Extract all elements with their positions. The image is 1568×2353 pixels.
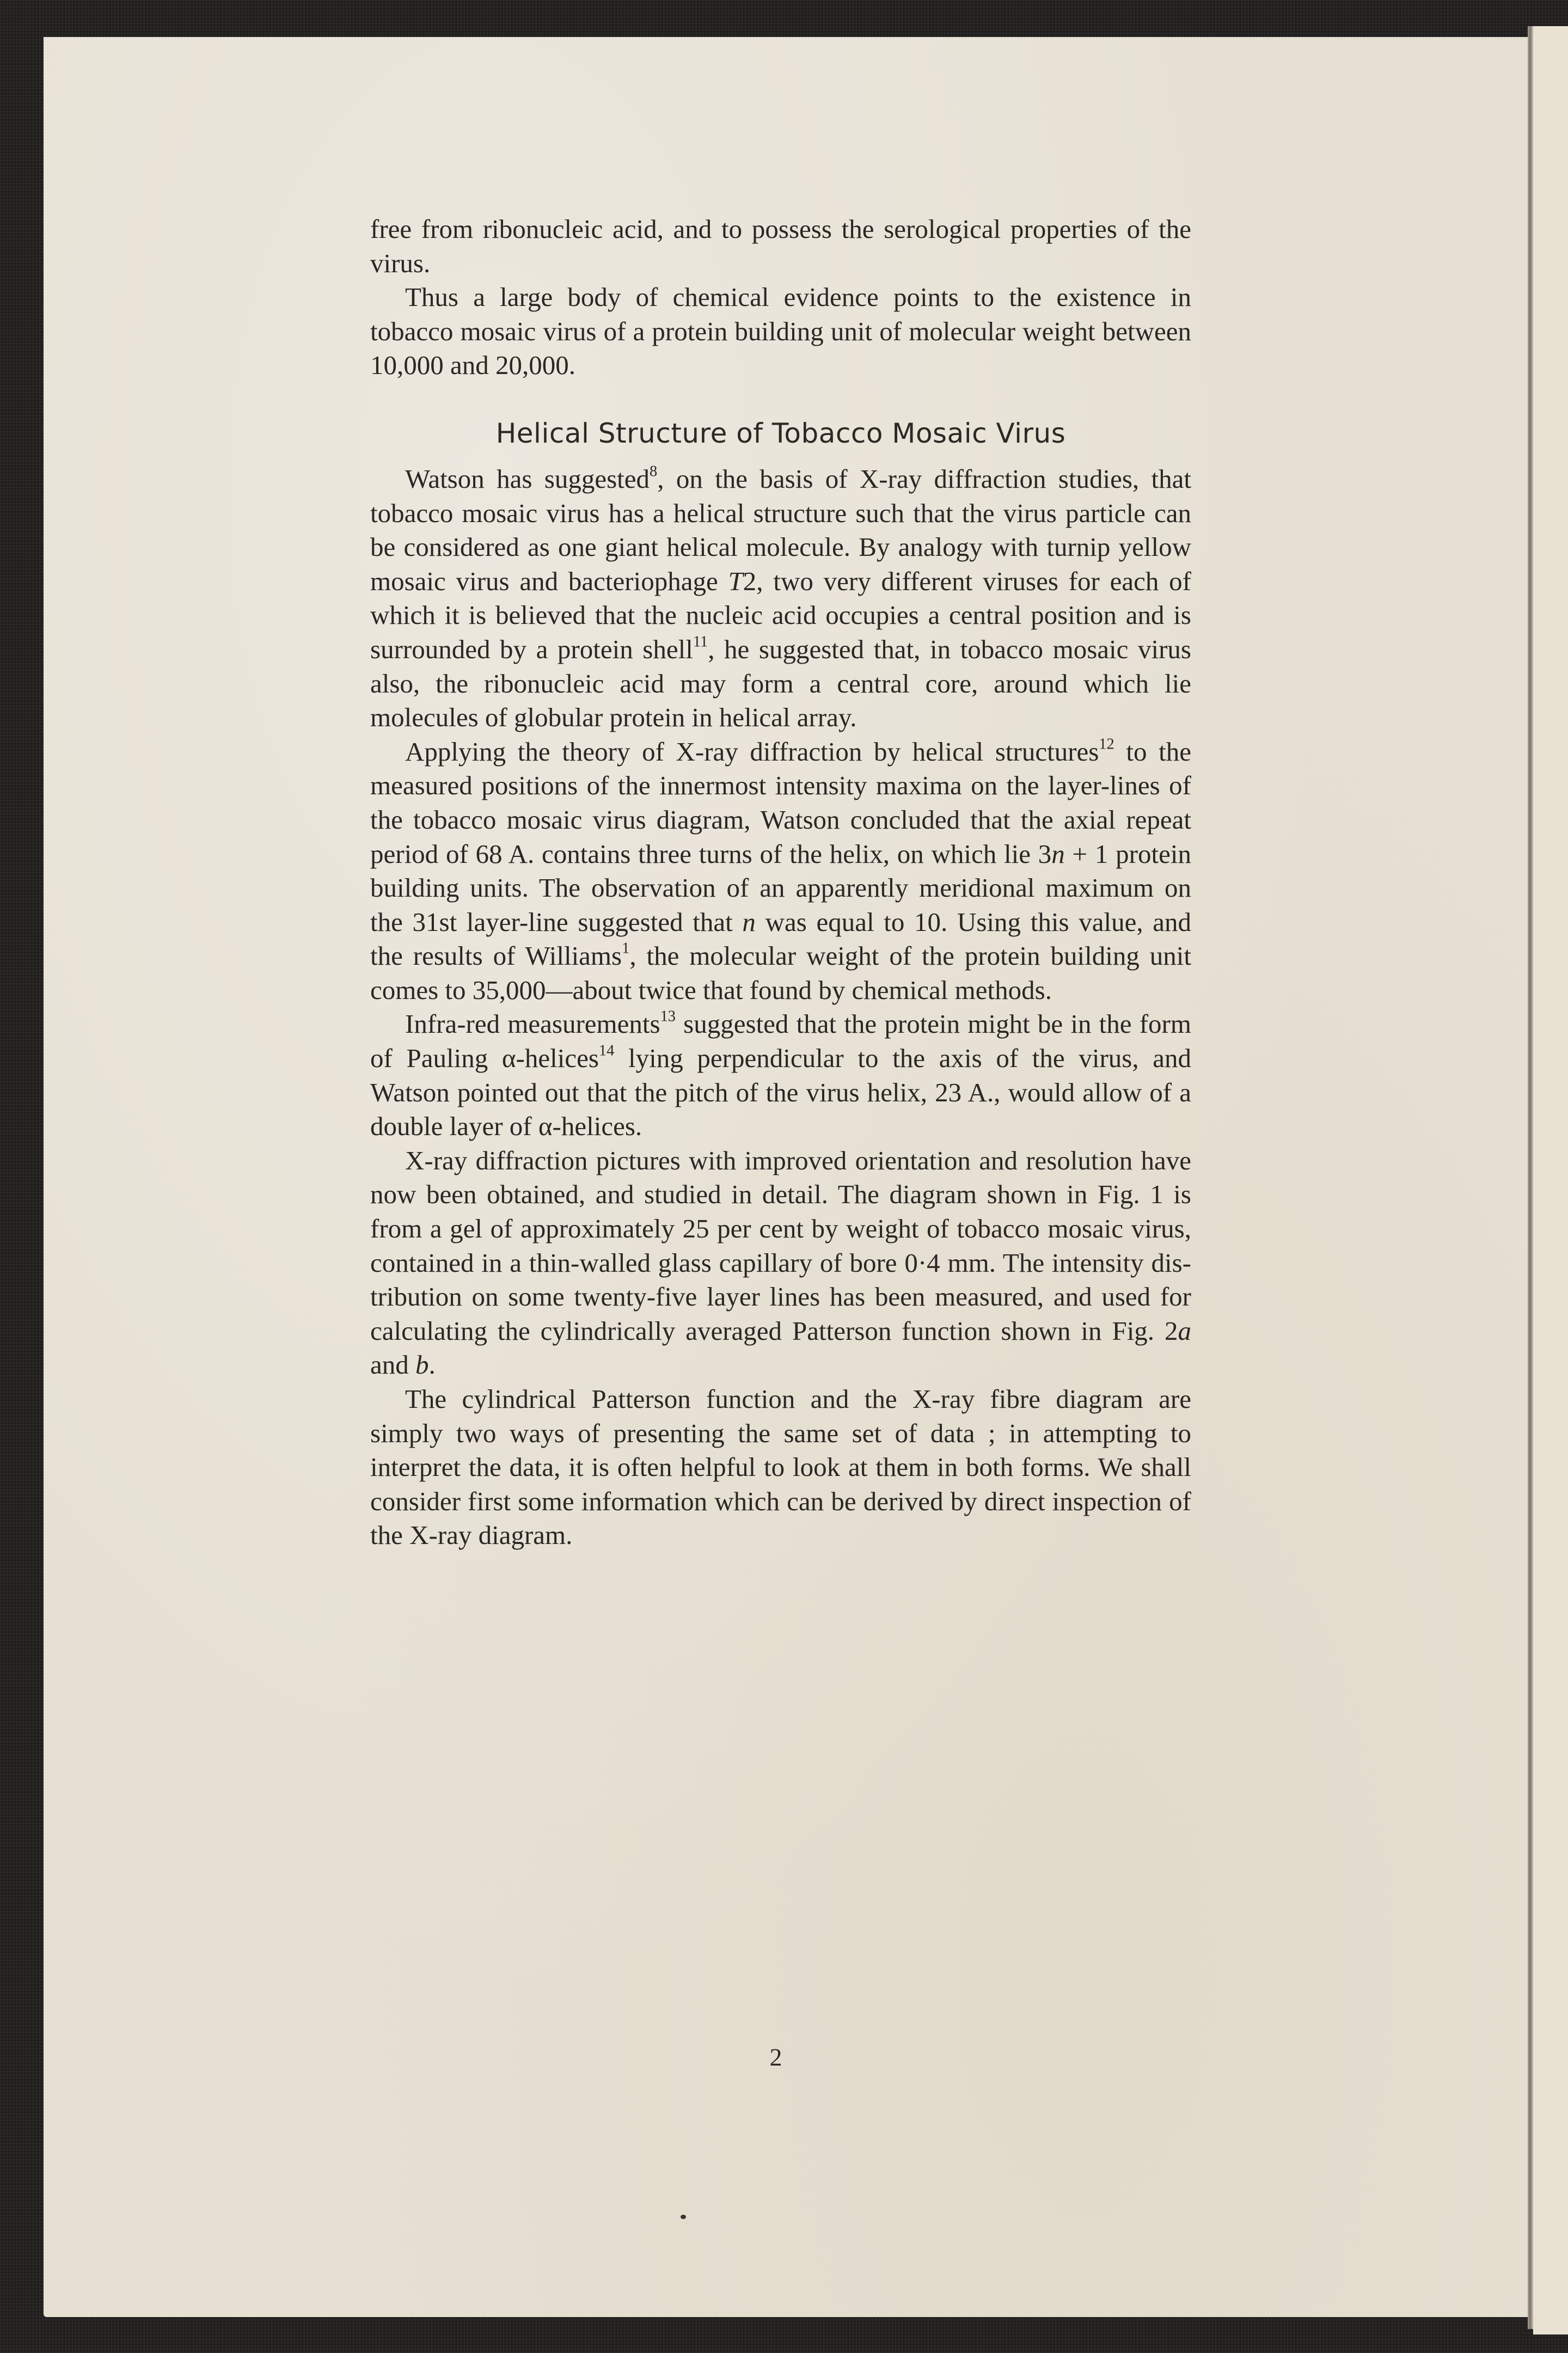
- text-run: suggested that the protein might be in the form of Pauling α-helices: [370, 1009, 1191, 1074]
- italic-symbol: n: [742, 906, 756, 937]
- adjacent-page-edge: [1533, 26, 1568, 2334]
- page-gutter: [1528, 26, 1533, 2329]
- text-run: , he suggested that, in tobacco mosaic virus also, the ribonucleic acid may form a central core, around which lie molecules of globular protein in helical array.: [370, 634, 1191, 733]
- paragraph: [370, 280, 1191, 383]
- text-run: to the measured positions of the innermost intensity maxima on the layer-lines of the tobacco mosaic virus diagram, Watson concluded that the axial repeat period of 68 A. contains three turns of the helix, on which lie 3: [370, 736, 1192, 869]
- ink-speck: [681, 2215, 686, 2219]
- text-run: The cylindrical Patterson function and the X-ray fibre diagram are simply two ways of presenting the same set of data ; in attempting to interpret the data, it is often helpful to look at them in both forms. We shall consider first some information which can be derived by direct inspection of the X-ray diagram.: [370, 1384, 1191, 1551]
- footnote-reference: 11: [693, 633, 708, 651]
- text-run: 2, two very different viruses for each of which it is believed that the nucleic acid occupies a central position and is surrounded by a protein shell: [370, 566, 1191, 664]
- section-heading: Helical Structure of Tobacco Mosaic Virus: [495, 417, 1066, 449]
- page-number: 2: [769, 2043, 782, 2071]
- text-run: Infra-red measurements: [405, 1009, 660, 1039]
- text-run: .: [428, 1350, 436, 1380]
- text-column: [370, 212, 1191, 1553]
- paragraph: [370, 462, 1191, 735]
- paragraph: [370, 212, 1191, 280]
- footnote-reference: 14: [598, 1042, 615, 1059]
- section-body: [370, 462, 1191, 1553]
- intro-paragraphs: [370, 212, 1191, 383]
- paragraph: [370, 1144, 1191, 1382]
- text-run: lying perpendicular to the axis of the virus, and Watson pointed out that the pitch of the virus helix, 23 A., would allow of a double layer of α-helices.: [370, 1043, 1192, 1142]
- text-run: Watson has suggested: [405, 463, 650, 494]
- text-run: and: [370, 1350, 415, 1380]
- footnote-reference: 8: [650, 463, 658, 480]
- text-run: X-ray diffraction pictures with improved orientation and resolution have now been obtained, and studied in detail. The diagram shown in Fig. 1 is from a gel of approximately 25 per cent by weight of tobacco mosaic virus, contained in a thin-walled glass capillary of bore 0·4 mm. The intensity distribution on some twenty-five layer lines has been measured, and used for calculating the cylindrically averaged Patterson function shown in Fig. 2: [370, 1145, 1191, 1346]
- italic-symbol: a: [1178, 1315, 1191, 1346]
- paragraph: [370, 1007, 1191, 1143]
- text-run: was equal to 10. Using this value, and the results of Williams: [370, 906, 1191, 971]
- italic-symbol: T: [728, 566, 743, 596]
- paragraph: [370, 735, 1191, 1008]
- footnote-reference: 1: [622, 940, 630, 957]
- italic-symbol: b: [415, 1350, 429, 1380]
- text-run: , on the basis of X-ray diffraction studies, that tobacco mosaic virus has a helical structure such that the virus particle can be considered as one giant helical molecule. By analogy with turnip yellow mosaic virus and bacteriophage: [370, 463, 1191, 596]
- text-run: Applying the theory of X-ray diffraction by helical structures: [405, 736, 1099, 767]
- text-run: , the molecular weight of the protein building unit comes to 35,000—about twice that found by chemical methods.: [370, 941, 1191, 1005]
- text-run: + 1 protein building units. The observation of an apparently meridional maximum on the 31st layer-line suggested that: [370, 838, 1191, 937]
- footnote-reference: 12: [1099, 736, 1114, 753]
- text-run: Thus a large body of chemical evidence points to the existence in tobacco mosaic virus of a protein building unit of molecular weight between 10,000 and 20,000.: [370, 282, 1191, 381]
- footnote-reference: 13: [660, 1008, 676, 1026]
- italic-symbol: n: [1051, 838, 1065, 869]
- text-run: free from ribonucleic acid, and to possess the serological properties of the virus.: [370, 214, 1191, 278]
- paragraph: [370, 1382, 1191, 1553]
